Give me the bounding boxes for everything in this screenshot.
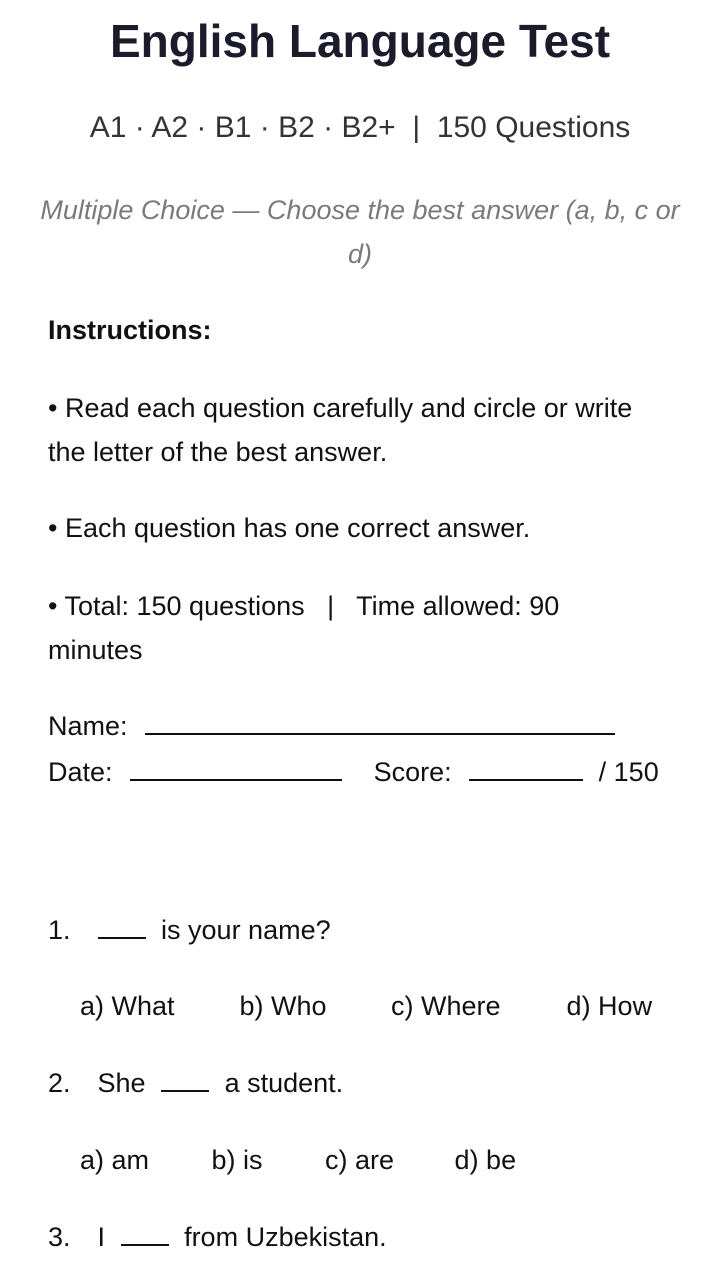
score-total: / 150 xyxy=(598,757,659,787)
page-title: English Language Test xyxy=(109,15,611,67)
option-d[interactable]: d) be xyxy=(454,1145,517,1175)
question-3-stem xyxy=(48,1219,387,1255)
option-c[interactable]: c) Where xyxy=(391,991,501,1021)
question-2-stem xyxy=(48,1065,343,1101)
instruction-bullet-3: • Total: 150 questions | Time allowed: 90 minutes xyxy=(48,591,567,665)
option-c[interactable]: c) are xyxy=(325,1145,395,1175)
question-text-after: a student. xyxy=(224,1068,344,1098)
option-b[interactable]: b) Who xyxy=(239,991,327,1021)
date-blank[interactable] xyxy=(130,757,342,781)
question-number: 2. xyxy=(48,1068,71,1098)
answer-blank xyxy=(161,1068,209,1092)
instruction-bullet-2: • Each question has one correct answer. xyxy=(48,513,531,543)
subtitle: Multiple Choice — Choose the best answer (a, b, c or d) xyxy=(40,195,680,269)
question-text-after: from Uzbekistan. xyxy=(184,1222,387,1252)
question-2-options xyxy=(80,1142,516,1178)
question-text-before: She xyxy=(97,1068,146,1098)
date-score-row xyxy=(48,754,659,790)
option-a[interactable]: a) am xyxy=(80,1145,150,1175)
answer-blank xyxy=(121,1222,169,1246)
option-a[interactable]: a) What xyxy=(80,991,175,1021)
option-b[interactable]: b) is xyxy=(211,1145,263,1175)
name-blank[interactable] xyxy=(145,711,615,735)
option-d[interactable]: d) How xyxy=(566,991,653,1021)
name-label: Name: xyxy=(48,711,128,741)
score-label: Score: xyxy=(373,757,452,787)
score-blank[interactable] xyxy=(469,757,583,781)
instructions-heading: Instructions: xyxy=(48,315,212,345)
date-label: Date: xyxy=(48,757,113,787)
question-1-stem xyxy=(48,912,331,948)
instruction-bullet-1: • Read each question carefully and circle or write the letter of the best answer. xyxy=(48,393,633,467)
answer-blank xyxy=(98,915,146,939)
question-text: is your name? xyxy=(161,915,331,945)
question-1-options xyxy=(80,988,652,1024)
question-number: 1. xyxy=(48,915,71,945)
name-row xyxy=(48,708,615,744)
levels-line: A1 · A2 · B1 · B2 · B2+ | 150 Questions xyxy=(89,111,631,144)
question-number: 3. xyxy=(48,1222,71,1252)
question-text-before: I xyxy=(97,1222,106,1252)
